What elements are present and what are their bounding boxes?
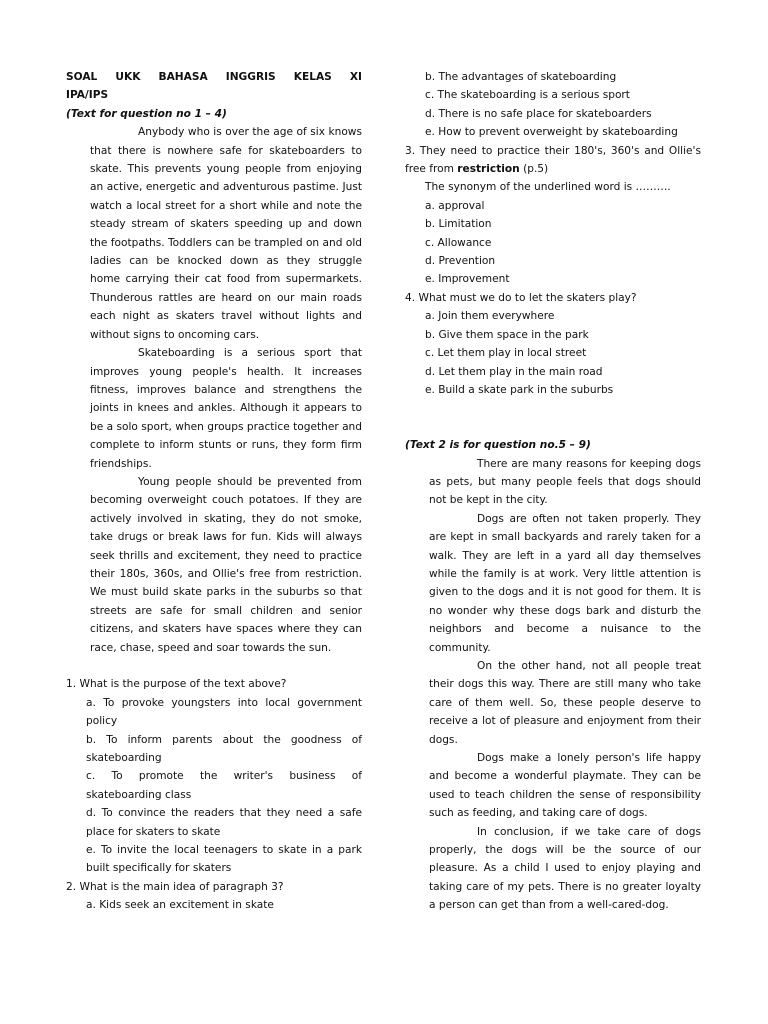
- question-4-option-b: b. Give them space in the park: [425, 328, 589, 341]
- text1-heading: (Text for question no 1 – 4): [66, 107, 227, 120]
- question-2-option-e: e. How to prevent overweight by skateboarding: [425, 126, 678, 139]
- question-4: 4. What must we do to let the skaters play?: [405, 291, 637, 304]
- left-column: [66, 68, 362, 915]
- question-3-option-a: a. approval: [425, 199, 485, 212]
- question-3-text: 3. They need to practice their 180's, 360's and Ollie's free from: [405, 144, 701, 176]
- text2-paragraph-3: On the other hand, not all people treat their dogs this way. There are still many who take care of them well. So, these people deserve to receive a lot of pleasure and enjoyment from their dogs.: [429, 659, 701, 746]
- question-2: 2. What is the main idea of paragraph 3?: [66, 880, 284, 893]
- question-4-option-d: d. Let them play in the main road: [425, 365, 603, 378]
- question-1-option-a: a. To provoke youngsters into local government policy: [86, 696, 362, 728]
- question-3-option-c: c. Allowance: [425, 236, 492, 249]
- question-4-option-a: a. Join them everywhere: [425, 310, 555, 323]
- question-2-option-d: d. There is no safe place for skateboarders: [425, 107, 652, 120]
- text1-paragraph-1: Anybody who is over the age of six knows that there is nowhere safe for skateboarders to skate. This prevents young people from enjoying an active, energetic and adventurous pastime. Just watch a local street for a short while and note the steady stream of skaters speeding up and down the footpaths. Toddlers can be trampled on and old ladies can be knocked down as they struggle home carrying their cat food from supermarkets. Thunderous rattles are heard on our main roads each night as skaters travel without lights and without signs to oncoming cars.: [90, 126, 362, 341]
- question-2-option-b: b. The advantages of skateboarding: [425, 71, 617, 83]
- exam-title: SOAL UKK BAHASA INGGRIS KELAS XI: [66, 71, 362, 83]
- question-2-option-c: c. The skateboarding is a serious sport: [425, 89, 630, 102]
- question-3-option-e: e. Improvement: [425, 273, 510, 286]
- question-1-option-d: d. To convince the readers that they need a safe place for skaters to skate: [86, 807, 362, 838]
- question-3: [405, 142, 701, 179]
- question-3-option-b: b. Limitation: [425, 218, 492, 231]
- question-1-option-e: e. To invite the local teenagers to skate in a park built specifically for skaters: [86, 844, 362, 875]
- text1-paragraph-3: Young people should be prevented from becoming overweight couch potatoes. If they are actively involved in skating, they do not smoke, take drugs or break laws for fun. Kids will always seek thrills and excitement, they need to practice their 180s, 360s, and Ollie's free from restriction. We must build skate parks in the suburbs so that streets are safe for small children and senior citizens, and skaters have spaces where they can race, chase, speed and soar towards the sun.: [90, 475, 362, 654]
- question-1-option-c: c. To promote the writer's business of skateboarding class: [86, 770, 362, 801]
- text2-paragraph-5: In conclusion, if we take care of dogs properly, the dogs will be the source of our pleasure. As a child I used to enjoy playing and taking care of my pets. There is no greater loyalty a person can get than from a well-cared-dog.: [429, 825, 701, 912]
- question-1: 1. What is the purpose of the text above?: [66, 678, 287, 691]
- text2-paragraph-2: Dogs are often not taken properly. They are kept in small backyards and rarely taken for a walk. They are left in a yard all day themselves while the family is at work. Very little attention is given to the dogs and it is not good for them. It is no wonder why these dogs bark and disturb the neighbors and become a nuisance to the community.: [429, 512, 701, 654]
- question-3-bold-word: restriction: [457, 163, 520, 176]
- right-column: [405, 68, 701, 915]
- text2-heading: (Text 2 is for question no.5 – 9): [405, 439, 591, 452]
- text2-paragraph-1: There are many reasons for keeping dogs as pets, but many people feels that dogs should not be kept in the city.: [429, 457, 701, 507]
- text1-paragraph-2: Skateboarding is a serious sport that improves young people's health. It increases fitness, improves balance and strengthens the joints in knees and ankles. Although it appears to be a solo sport, when groups practice together and complete to inform stunts or runs, they form firm friendships.: [90, 347, 362, 470]
- question-1-option-b: b. To inform parents about the goodness of skateboarding: [86, 733, 362, 765]
- question-2-option-a: a. Kids seek an excitement in skate: [86, 899, 274, 912]
- exam-title-line2: IPA/IPS: [66, 89, 109, 102]
- question-3-prompt: The synonym of the underlined word is ……….: [425, 181, 671, 194]
- question-3-ref: (p.5): [519, 163, 549, 176]
- question-3-option-d: d. Prevention: [425, 255, 496, 268]
- question-4-option-c: c. Let them play in local street: [425, 347, 587, 360]
- text2-paragraph-4: Dogs make a lonely person's life happy and become a wonderful playmate. They can be used to teach children the sense of responsibility such as feeding, and taking care of dogs.: [429, 752, 701, 820]
- question-4-option-e: e. Build a skate park in the suburbs: [425, 383, 614, 396]
